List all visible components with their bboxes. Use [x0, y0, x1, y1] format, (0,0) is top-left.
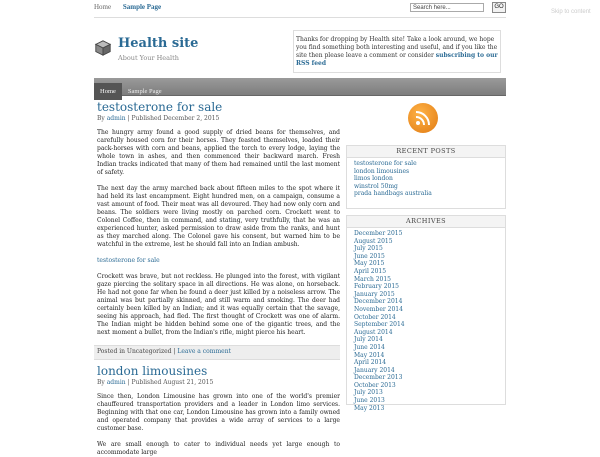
archive-item[interactable]: May 2014 — [354, 351, 385, 359]
post-paragraph: Since then, London Limousine has grown into one of the world's premier chauffeured transportation providers and a leader in London limo services. Beginning with that one car, London Limousine has grown into a family owned and operated company that provides a wide array of services to a large customer base. — [97, 393, 340, 432]
site-header — [94, 30, 506, 74]
post-body — [97, 129, 340, 337]
archive-item[interactable]: January 2014 — [354, 366, 395, 374]
top-nav — [94, 3, 171, 11]
post-published-date: | Published December 2, 2015 — [125, 115, 220, 122]
archive-item[interactable]: December 2015 — [354, 230, 403, 237]
post-category: Posted in Uncategorized | — [97, 348, 178, 355]
post-meta — [97, 379, 340, 386]
main-nav — [94, 78, 506, 96]
archive-item[interactable]: August 2014 — [354, 328, 393, 336]
archive-item[interactable]: April 2015 — [354, 267, 387, 275]
archive-item[interactable]: February 2015 — [354, 283, 399, 291]
post-meta — [97, 115, 340, 122]
archive-item[interactable]: June 2014 — [354, 343, 385, 351]
post-paragraph: Crockett was brave, but not reckless. He plunged into the forest, with vigilant gaze piercing the solitary space in all directions. He was alone, on horseback. He had not gone far when he found a deer just killed by a noiseless arrow. The animal was but partially skinned, and still warm and smoking. The deer had certainly been killed by an Indian; and it was equally certain that the savage, seeing his approach, had fled. The first thought of Crockett was one of alarm. The Indian might be hidden behind some one of the gigantic trees, and the next moment a bullet, from the Indian's rifle, might pierce his heart. — [97, 273, 340, 336]
archive-item[interactable]: May 2015 — [354, 260, 385, 268]
top-nav-home[interactable]: Home — [94, 3, 112, 11]
recent-posts-widget — [346, 145, 506, 209]
archive-item[interactable]: October 2014 — [354, 313, 396, 321]
site-description: About Your Health — [118, 54, 179, 62]
archives-list — [347, 228, 505, 412]
post-article — [94, 364, 340, 457]
archive-item[interactable]: April 2014 — [354, 359, 387, 367]
cube-logo-icon — [94, 39, 112, 57]
search-go-button[interactable]: GO — [492, 2, 506, 13]
post-paragraph: We are small enough to cater to individual needs yet large enough to accommodate large — [97, 441, 340, 456]
welcome-text — [296, 36, 500, 68]
post-by-label: By — [97, 379, 107, 386]
archive-item[interactable]: July 2014 — [354, 336, 383, 344]
post-title[interactable]: testosterone for sale — [97, 100, 223, 114]
archive-item[interactable]: October 2013 — [354, 381, 396, 389]
search-input[interactable]: Search here... — [410, 3, 484, 12]
archive-item[interactable]: November 2014 — [354, 305, 403, 313]
recent-post-item[interactable]: testosterone for sale — [354, 160, 417, 167]
archive-item[interactable]: June 2015 — [354, 252, 385, 260]
post-published-date: | Published August 21, 2015 — [125, 379, 214, 386]
recent-post-item[interactable]: winstrol 50mg — [354, 182, 398, 190]
post-footer — [94, 345, 340, 360]
archive-item[interactable]: January 2015 — [354, 290, 395, 298]
leave-comment-link[interactable]: Leave a comment — [177, 348, 231, 355]
archives-widget — [346, 215, 506, 412]
archive-item[interactable]: June 2013 — [354, 397, 385, 405]
post-paragraph: The next day the army marched back about fifteen miles to the spot where it had held its last encampment. Eight hundred men, on a campaign, consume a vast amount of food. Their meat was all devoured. They had now only corn and beans. The soldiers were living mostly on parched corn. Crockett went to Colonel Coffee, then in command, and stating, very truthfully, that he was an experienced hunter, asked permission to draw aside from the ranks, and hunt as they marched along. The Colonel gave his consent, but warned him to be watchful in the extreme, lest he should fall into an Indian ambush. — [97, 185, 340, 248]
post-paragraph: The hungry army found a good supply of dried beans for themselves, and carefully housed corn for their horses. They feasted themselves, loaded their pack-horses with corn and beans, applied the torch to every lodge, laying the whole town in ashes, and then commenced their backward march. Fresh Indian tracks indicated that many of them had remained until the last moment of safety. — [97, 129, 340, 176]
recent-post-item[interactable]: limos london — [354, 175, 393, 183]
post-title[interactable]: london limousines — [97, 364, 208, 378]
post-body — [97, 393, 340, 457]
archive-item[interactable]: August 2015 — [354, 237, 393, 245]
skip-to-content-link[interactable]: Skip to content — [551, 9, 591, 15]
sidebar — [346, 96, 506, 412]
archive-item[interactable]: December 2014 — [354, 298, 403, 306]
welcome-message: Thanks for dropping by Health site! Take a look around, we hope you find something both interesting and useful, and if you like the site then please leave a comment or consider — [296, 36, 498, 59]
recent-posts-list — [347, 158, 505, 198]
main-content — [94, 96, 340, 456]
nav-home[interactable]: Home — [94, 83, 122, 100]
post-inline-link[interactable]: testosterone for sale — [97, 257, 160, 264]
archive-item[interactable]: July 2013 — [354, 389, 383, 397]
top-bar — [94, 0, 506, 17]
rss-feed-icon[interactable] — [408, 103, 438, 133]
archive-item[interactable]: July 2015 — [354, 245, 383, 253]
archive-item[interactable]: March 2015 — [354, 275, 391, 283]
recent-post-item[interactable]: prada handbags australia — [354, 190, 432, 198]
recent-post-item[interactable]: london limousines — [354, 167, 410, 175]
archive-item[interactable]: September 2014 — [354, 321, 405, 329]
archive-item[interactable]: May 2013 — [354, 404, 385, 412]
top-divider — [94, 17, 506, 18]
nav-sample-page[interactable]: Sample Page — [127, 88, 162, 95]
post-author-link[interactable]: admin — [106, 115, 126, 122]
rss-glyph-icon — [415, 110, 431, 126]
post-article — [94, 100, 340, 360]
rss-subscribe-link[interactable]: subscribing to our RSS feed — [296, 52, 498, 67]
archives-title: ARCHIVES — [347, 216, 505, 228]
post-by-label: By — [97, 115, 107, 122]
top-nav-sample-page[interactable]: Sample Page — [122, 3, 162, 11]
site-title[interactable]: Health site — [118, 36, 199, 51]
archive-item[interactable]: December 2013 — [354, 374, 403, 382]
post-author-link[interactable]: admin — [106, 379, 126, 386]
recent-posts-title: RECENT POSTS — [347, 146, 505, 158]
